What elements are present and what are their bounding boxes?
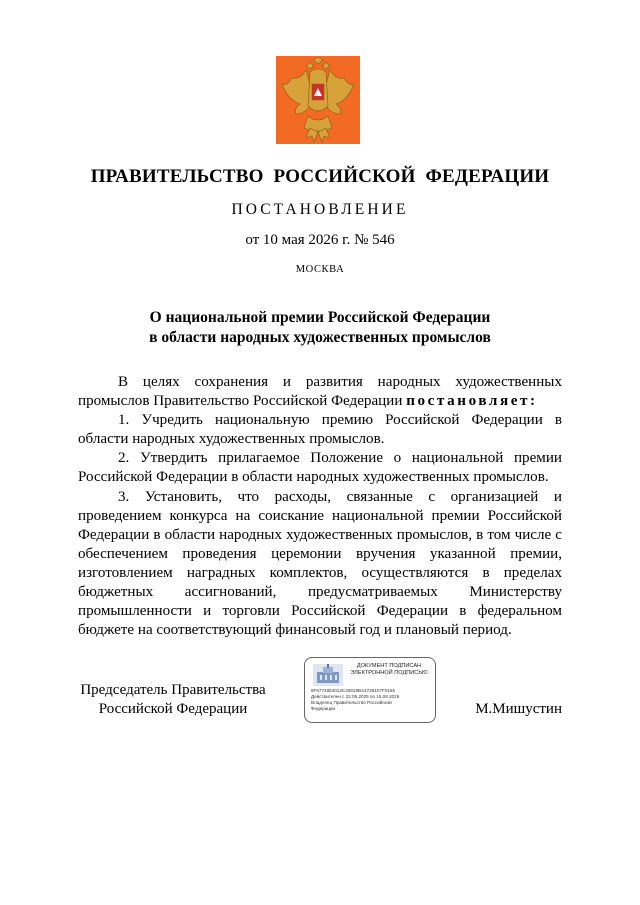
stamp-title-line: ЭЛЕКТРОННОЙ ПОДПИСЬЮ [350,670,428,676]
government-building-icon [313,664,343,686]
document-type: ПОСТАНОВЛЕНИЕ [231,201,409,218]
certificate-serial: 8F6774854013C40818BA4726107F0155 [311,688,396,693]
position-line: Председатель Правительства [80,682,266,698]
item-2: 2. Утвердить прилагаемое Положение о национальной премии Российской Федерации в области народных художественных промыслов. [78,450,562,486]
stamp-title-line: ДОКУМЕНТ ПОДПИСАН [356,663,422,669]
decree-title [0,308,640,348]
signatory-name: М.Мишустин [475,701,562,717]
russian-coat-of-arms-icon [276,56,360,144]
decree-body [78,373,562,640]
title-line: О национальной премии Российской Федерации [149,309,491,326]
signatory-position [78,681,268,719]
item-3: 3. Установить, что расходы, связанные с организацией и проведением конкурса на соискание национальной премии Российской Федерации в области народных художественных промыслов, в том числе с обеспечением проведения церемонии вручения указанной премии, изготовлением наградных комплектов, осуществляются в пределах бюджетных ассигнований, предусматриваемых Министерству промышленности и торговли Российской Федерации в федеральном бюджете на соответствующий финансовый год и плановый период. [78,488,562,639]
preamble-text: В целях сохранения и развития народных художественных промыслов Правительство Российской Федерации [78,374,562,410]
position-line: Российской Федерации [98,701,248,717]
date-number-line: от 10 мая 2026 г. № 546 [245,232,395,248]
stamp-title [345,663,433,677]
certificate-owner: Федерации [311,706,336,711]
title-line: в области народных художественных промыслов [149,329,491,346]
item-1: 1. Учредить национальную премию Российской Федерации в области народных художественных промыслов. [78,412,562,448]
certificate-validity: Действителен с 22.05.2025 по 15.08.2026 [311,694,400,699]
resolves-word: постановляет: [406,393,538,410]
government-name: ПРАВИТЕЛЬСТВО РОССИЙСКОЙ ФЕДЕРАЦИИ [90,166,550,187]
preamble [78,373,562,411]
stamp-details [311,688,433,712]
city: МОСКВА [295,264,345,275]
electronic-signature-stamp [304,657,436,723]
certificate-owner: Владелец Правительство Российской [311,700,392,705]
